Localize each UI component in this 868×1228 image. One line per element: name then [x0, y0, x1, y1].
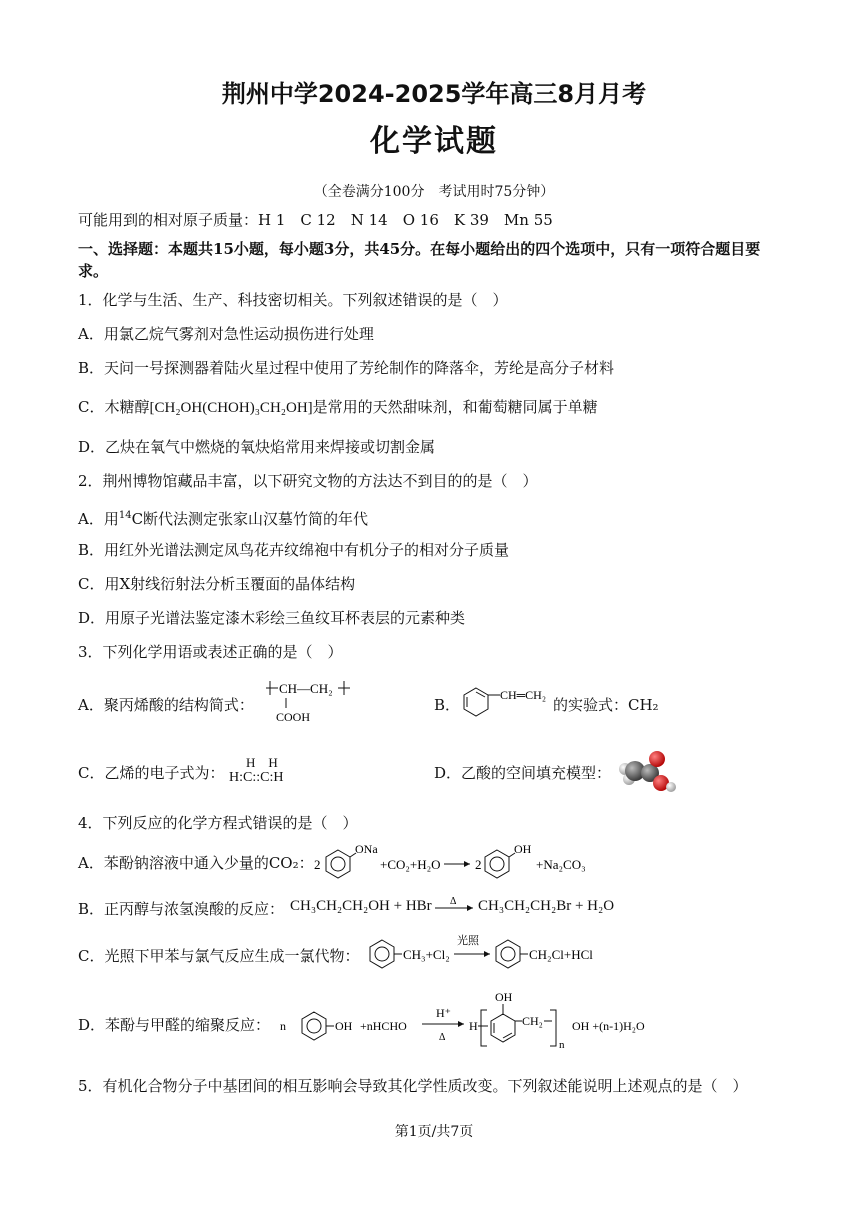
eq-d-oh2: OH [495, 990, 513, 1004]
ethylene-electron-formula: H:C::C:H [229, 770, 284, 785]
benzene-ring-icon [496, 940, 520, 968]
q2-option-a-suffix: C断代法测定张家山汉墓竹简的年代 [131, 510, 369, 528]
q2-option-c: C．用X射线衍射法分析玉覆面的晶体结构 [78, 575, 356, 593]
atomic-masses: 可能用到的相对原子质量：H 1 C 12 N 14 O 16 K 39 Mn 55 [78, 211, 553, 229]
eq-d-ch2: CH₂ [522, 1014, 543, 1028]
eq-b-rhs: CH₃CH₂CH₂Br + H₂O [478, 898, 615, 914]
styrene-structure [456, 682, 556, 722]
benzene-ring-icon [326, 850, 350, 878]
q4-option-c: C．光照下甲苯与氯气反应生成一氯代物： [78, 947, 360, 965]
q1-option-c [78, 396, 598, 419]
eq-d-oh: OH [335, 1019, 353, 1033]
eq-d-end: OH +(n-1)H₂O [572, 1019, 645, 1033]
q4-option-b: B．正丙醇与浓氢溴酸的反应： [78, 900, 285, 918]
q2-option-d: D．用原子光谱法鉴定漆木彩绘三鱼纹耳杯表层的元素种类 [78, 609, 466, 627]
q1-option-c-suffix: 是常用的天然甜味剂，和葡萄糖同属于单糖 [312, 398, 598, 416]
eq-a-coef1: 2 [314, 857, 321, 872]
carboxyl-group-text: COOH [276, 710, 311, 724]
q3-option-b-prefix: B． [434, 696, 461, 714]
q2-stem: 2．荆州博物馆藏品丰富，以下研究文物的方法达不到目的的是（ ） [78, 472, 538, 490]
q2-option-a [78, 505, 368, 530]
q1-option-c-prefix: C．木糖醇 [78, 398, 150, 416]
eq-d-cond-top: H⁺ [436, 1006, 451, 1020]
eq-d-n: n [280, 1019, 286, 1033]
q1-option-b: B．天问一号探测器着陆火星过程中使用了芳纶制作的降落伞，芳纶是高分子材料 [78, 359, 615, 377]
q3-stem: 3．下列化学用语或表述正确的是（ ） [78, 643, 343, 661]
exam-info: （全卷满分100分 考试用时75分钟） [313, 184, 555, 200]
q1-option-d: D．乙炔在氧气中燃烧的氧炔焰常用来焊接或切割金属 [78, 438, 436, 456]
acetic-acid-space-filling-model [612, 747, 682, 795]
eq-a-coef2: 2 [475, 857, 482, 872]
toluene-chlorination-equation [362, 930, 612, 976]
q4-stem: 4．下列反应的化学方程式错误的是（ ） [78, 814, 358, 832]
eq-b-arrow [433, 894, 477, 918]
section-heading-line1: 一、选择题：本题共15小题，每小题3分，共45分。在每小题给出的四个选项中，只有一项符合题目要 [78, 240, 761, 258]
benzene-ring-icon [370, 940, 394, 968]
benzene-ring-icon [485, 850, 509, 878]
q3-option-b-suffix: 的实验式：CH₂ [553, 696, 659, 714]
q1-option-a: A．用氯乙烷气雾剂对急性运动损伤进行处理 [78, 325, 374, 343]
eq-d-mid: +nHCHO [360, 1019, 407, 1033]
eq-d-n2: n [559, 1039, 565, 1051]
eq-b-lhs: CH₃CH₂CH₂OH + HBr [290, 898, 432, 914]
q3-option-c: C．乙烯的电子式为： [78, 764, 225, 782]
q4-option-d: D．苯酚与甲醛的缩聚反应： [78, 1016, 271, 1034]
isotope-mass-number: 14 [118, 510, 132, 521]
phenoxide-co2-equation [314, 838, 614, 886]
q1-stem: 1．化学与生活、生产、科技密切相关。下列叙述错误的是（ ） [78, 291, 508, 309]
page-number: 第1页/共7页 [394, 1124, 474, 1140]
q2-option-b: B．用红外光谱法测定凤鸟花卉纹绵袍中有机分子的相对分子质量 [78, 541, 510, 559]
q4-option-a: A．苯酚钠溶液中通入少量的CO₂： [78, 854, 314, 872]
eq-c-lhs: CH₃+Cl₂ [403, 947, 450, 962]
eq-a-mid: +CO₂+H₂O [380, 857, 441, 872]
benzene-ring-icon [302, 1012, 326, 1040]
ethylene-electron-h-top: H H [246, 755, 278, 770]
exam-title: 荆州中学2024-2025学年高三8月月考 [221, 80, 647, 108]
polymer-chain-text: CH—CH₂ [279, 681, 333, 696]
eq-a-ona: ONa [355, 842, 378, 856]
eq-d-h: H [469, 1019, 478, 1033]
eq-c-condition: 光照 [457, 935, 479, 947]
xylitol-formula: [CH₂OH(CHOH)₃CH₂OH] [149, 400, 313, 416]
subject-title: 化学试题 [370, 124, 498, 159]
eq-b-condition: Δ [450, 896, 457, 907]
vinyl-group-text: CH═CH₂ [500, 688, 547, 702]
phenol-formaldehyde-polycondensation-equation [276, 988, 696, 1060]
eq-a-end: +Na₂CO₃ [536, 857, 586, 872]
eq-c-rhs: CH₂Cl+HCl [529, 947, 593, 962]
q2-option-a-prefix: A．用 [78, 510, 119, 528]
q3-option-a: A．聚丙烯酸的结构简式： [78, 696, 254, 714]
polyacrylic-acid-structure [258, 676, 368, 726]
q3-option-d: D．乙酸的空间填充模型： [434, 764, 612, 782]
eq-d-cond-bot: Δ [439, 1032, 446, 1043]
eq-a-oh: OH [514, 842, 532, 856]
q5-stem: 5．有机化合物分子中基团间的相互影响会导致其化学性质改变。下列叙述能说明上述观点的是（ ） [78, 1077, 748, 1095]
section-heading-line2: 求。 [78, 262, 109, 280]
